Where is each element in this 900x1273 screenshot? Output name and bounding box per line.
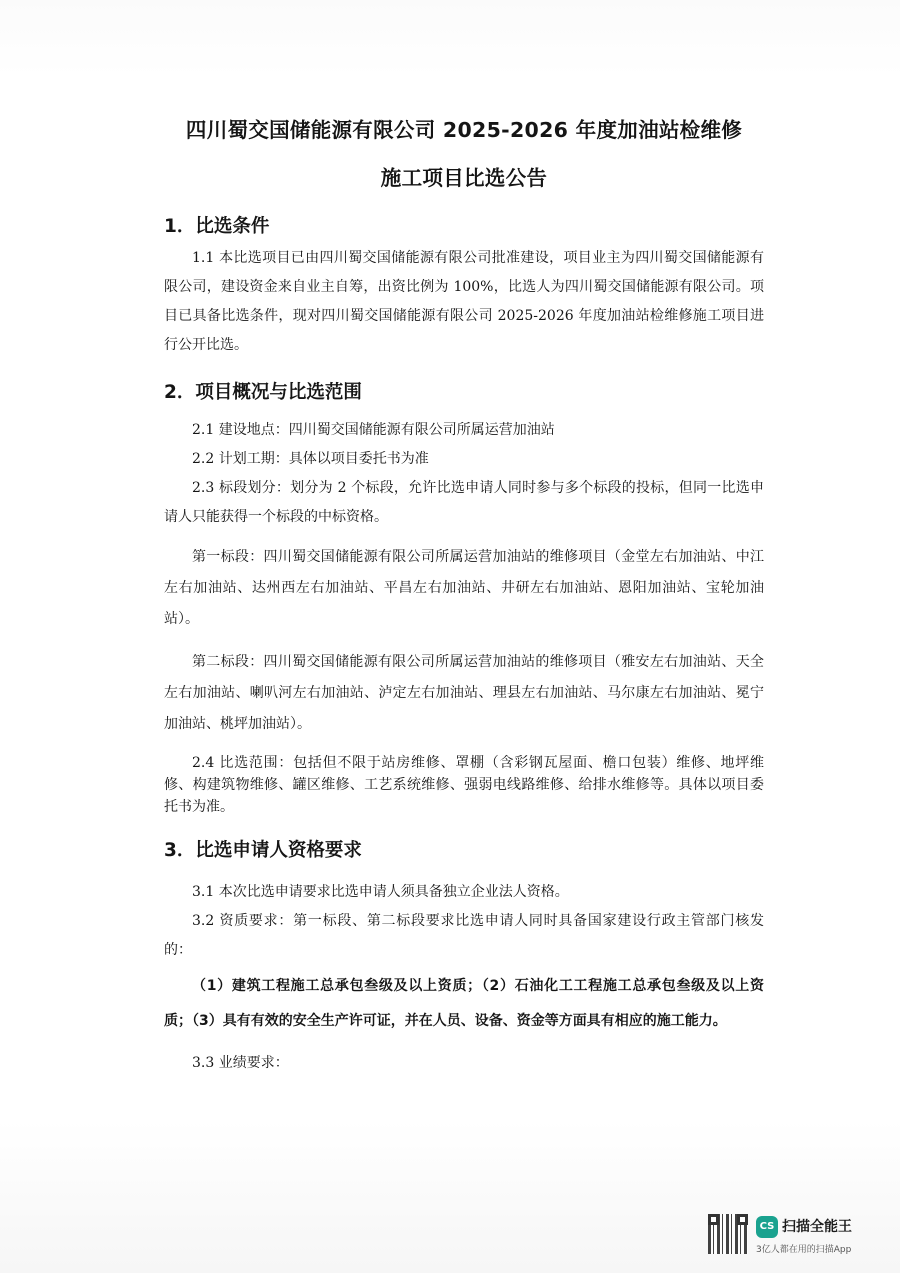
paragraph-3-1: 3.1 本次比选申请要求比选申请人须具备独立企业法人资格。 [192,884,569,900]
paragraph-3-3: 3.3 业绩要求： [192,1055,289,1071]
section-3-heading: 3．比选申请人资格要求 [164,840,362,861]
section-2-heading: 2．项目概况与比选范围 [164,382,362,403]
camscanner-logo-icon: CS [756,1216,778,1238]
paragraph-lot-1: 第一标段：四川蜀交国储能源有限公司所属运营加油站的维修项目（金堂左右加油站、中江左右加油站、达州西左右加油站、平昌左右加油站、井研左右加油站、恩阳加油站、宝轮加油站）。 [164,549,764,627]
section-1-heading: 1．比选条件 [164,216,270,237]
document-title [164,106,764,202]
paragraph-1-1: 1.1 本比选项目已由四川蜀交国储能源有限公司批准建设，项目业主为四川蜀交国储能源有限公司，建设资金来自业主自筹，出资比例为 100%，比选人为四川蜀交国储能源有限公司。项目已具备比选条件，现对四川蜀交国储能源有限公司 2025-2026 年度加油站检维修施工项目进行公开比选。 [164,250,764,353]
scanner-tagline: 3亿人都在用的扫描App [756,1245,852,1255]
paragraph-lot-2: 第二标段：四川蜀交国储能源有限公司所属运营加油站的维修项目（雅安左右加油站、天全左右加油站、喇叭河左右加油站、泸定左右加油站、理县左右加油站、马尔康左右加油站、冕宁加油站、桃坪加油站）。 [164,654,764,732]
paragraph-2-3: 2.3 标段划分：划分为 2 个标段，允许比选申请人同时参与多个标段的投标，但同一比选申请人只能获得一个标段的中标资格。 [164,480,764,525]
paragraph-3-2: 3.2 资质要求：第一标段、第二标段要求比选申请人同时具备国家建设行政主管部门核发的： [164,913,764,958]
paragraph-qualifications: （1）建筑工程施工总承包叁级及以上资质；（2）石油化工工程施工总承包叁级及以上资质；（3）具有有效的安全生产许可证，并在人员、设备、资金等方面具有相应的施工能力。 [164,978,764,1029]
document-body [164,106,764,1078]
paragraph-2-1: 2.1 建设地点：四川蜀交国储能源有限公司所属运营加油站 [192,422,555,438]
paragraph-2-2: 2.2 计划工期：具体以项目委托书为准 [192,451,429,467]
scanner-watermark [708,1212,878,1258]
paragraph-2-4: 2.4 比选范围：包括但不限于站房维修、罩棚（含彩钢瓦屋面、檐口包装）维修、地坪维修、构建筑物维修、罐区维修、工艺系统维修、强弱电线路维修、给排水维修等。具体以项目委托书为准。 [164,755,764,815]
title-line-1: 四川蜀交国储能源有限公司 2025-2026 年度加油站检维修 [185,118,743,142]
title-line-2: 施工项目比选公告 [380,166,548,190]
scanner-app-name: 扫描全能王 [782,1219,852,1235]
qr-code-icon [708,1214,748,1254]
